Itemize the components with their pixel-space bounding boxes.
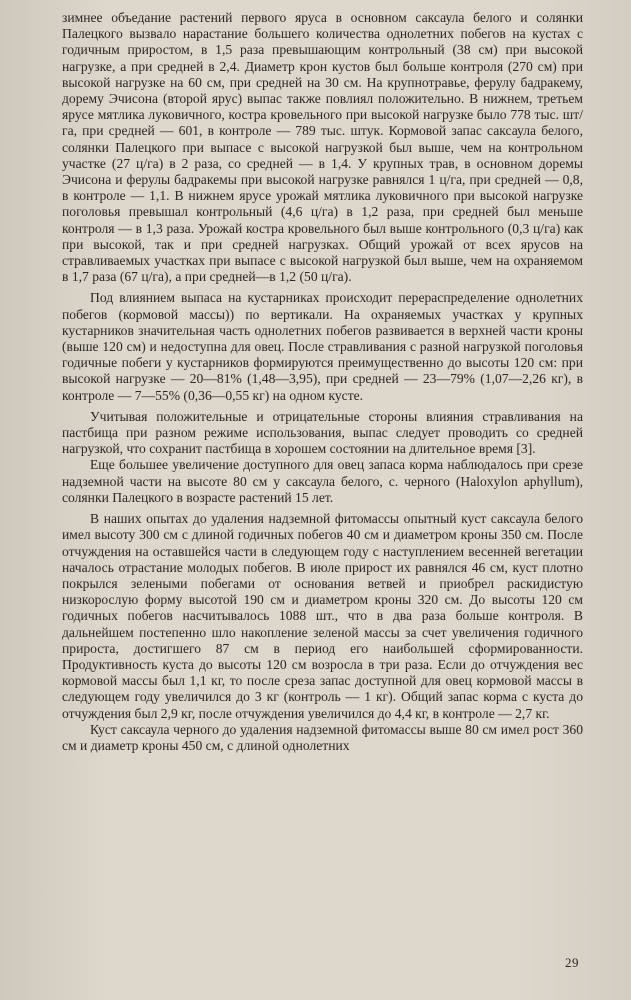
paragraph-3: Учитывая положительные и отрицательные стороны влияния стравливания на пастбища при разном режиме использования, выпас следует проводить со средней нагрузкой, что сохранит пастбища в хорошем состоянии на длительное время [3].: [62, 408, 583, 457]
body-text: [62, 10, 583, 754]
paragraph-4: Еще большее увеличение доступного для овец запаса корма наблюдалось при срезе надземной части на высоте 80 см у саксаула белого, с. черного (Haloxylon aphyllum), солянки Палецкого в возрасте растений 15 лет.: [62, 457, 583, 505]
page-number: 29: [565, 955, 579, 970]
paragraph-1: зимнее объедание растений первого яруса в основном саксаула белого и солянки Палецкого вызвало нарастание большего количества однолетних побегов на кустах с годичным приростом, в 1,5 раза превышающим контрольный (38 см) при высокой нагрузке, а при средней в 2,4. Диаметр крон кустов был больше контроля (270 см) при высокой нагрузке на 60 см, при средней на 30 см. На крупнотравье, ферулу бадракему, дорему Эчисона (второй ярус) выпас также повлиял положительно. В нижнем, третьем ярусе мятлика луковичного, костра кровельного при высокой нагрузке было 778 тыс. шт/га, при средней — 601, в контроле — 789 тыс. штук. Кормовой запас саксаула белого, солянки Палецкого при выпасе с высокой нагрузкой был выше, чем на контрольном участке (27 ц/га) в 2 раза, со средней — в 1,4. У крупных трав, в основном доремы Эчисона и ферулы бадракемы при высокой нагрузке равнялся 1 ц/га, при средней — 0,8, в контроле — 1,1. В нижнем ярусе урожай мятлика луковичного при высокой нагрузке поголовья превышал контрольный (4,6 ц/га) в 1,2 раза, при средней был меньше контроля — в 1,3 раза. Урожай костра кровельного был выше контрольного (0,3 ц/га) как при высокой, так и при средней нагрузках. Общий урожай от всех ярусов на стравливаемых участках при выпасе с высокой нагрузкой был выше, чем на охраняемом в 1,7 раза (67 ц/га), а при средней—в 1,2 (50 ц/га).: [62, 10, 583, 285]
paragraph-2: Под влиянием выпаса на кустарниках происходит перераспределение однолетних побегов (кормовой массы)) по вертикали. На охраняемых участках у крупных кустарников значительная часть однолетних побегов развивается в верхней части кроны (выше 120 см) и недоступна для овец. После стравливания с разной нагрузкой поголовья годичные побеги у кустарников формируются преимущественно до высоты 120 см: при высокой нагрузке — 20—81% (1,48—3,95), при средней — 23—79% (1,07—2,26 кг), в контроле — 7—55% (0,36—0,55 кг) на одном кусте.: [62, 290, 583, 403]
paragraph-6: Куст саксаула черного до удаления надземной фитомассы выше 80 см имел рост 360 см и диаметр кроны 450 см, с длиной однолетних: [62, 721, 583, 753]
paragraph-5: В наших опытах до удаления надземной фитомассы опытный куст саксаула белого имел высоту 300 см с длиной годичных побегов 40 см и диаметром кроны 350 см. После отчуждения на оставшейся части в следующем году с наступлением весенней вегетации началось отрастание молодых побегов. В июле прирост их равнялся 46 см, куст плотно покрылся зелеными побегами от основания ветвей и приобрел раскидистую низкорослую форму высотой 190 см и диаметром кроны 320 см. До высоты 120 см годичных побегов насчитывалось 1088 шт., что в два раза больше контроля. В дальнейшем постепенно шло накопление зеленой массы за счет увеличения годичного прироста, достигшего 87 см в период его наибольшей сформированности. Продуктивность куста до высоты 120 см возросла в три раза. Если до отчуждения вес кормовой массы был 1,1 кг, то после среза запас доступной для овец кормовой массы в следующем году увеличился до 3 кг (контроль — 1 кг). Общий запас корма с куста до отчуждения был 2,9 кг, после отчуждения увеличился до 4,4 кг, в контроле — 2,7 кг.: [62, 511, 583, 721]
